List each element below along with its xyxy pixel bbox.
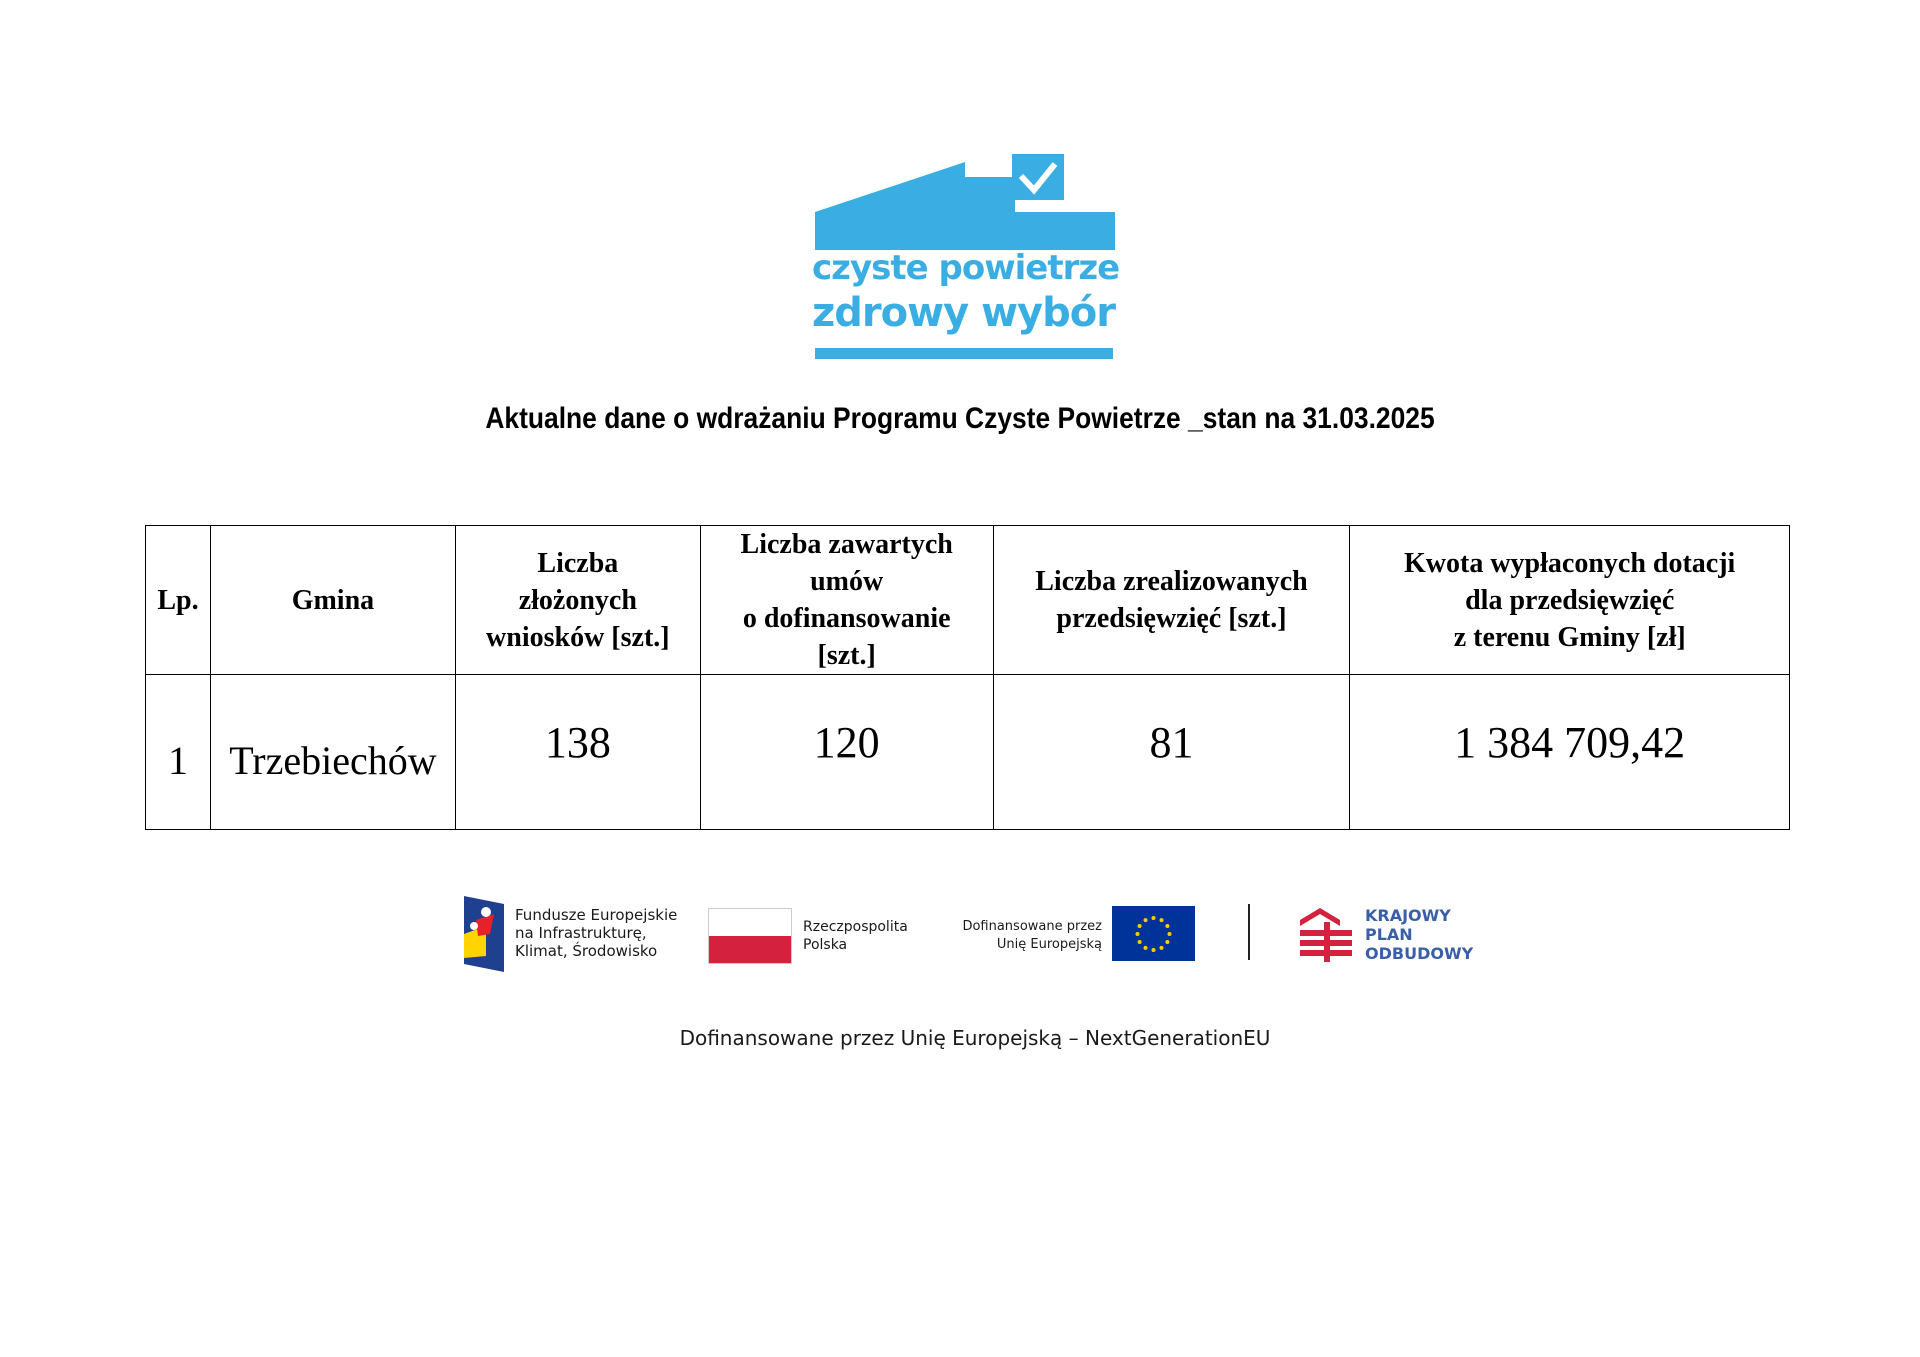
cell-wnioski: 138: [455, 675, 700, 830]
kpo-label: KRAJOWY PLAN ODBUDOWY: [1365, 906, 1474, 963]
checkbox-icon: [1012, 154, 1064, 200]
logo-line-1: czyste powietrze: [812, 248, 1120, 288]
eu-funding-label: Dofinansowane przez Unię Europejską: [962, 919, 1102, 952]
logo-underline: [815, 348, 1113, 359]
funding-logos: [460, 890, 1490, 1070]
header-lp: Lp.: [146, 526, 211, 675]
header-umowy: Liczba zawartych umów o dofinansowanie [szt.]: [700, 526, 993, 675]
krajowy-plan-odbudowy-icon: [1300, 906, 1358, 964]
table-row: [146, 675, 1790, 830]
nextgeneration-label: Dofinansowane przez Unię Europejską – NextGenerationEU: [679, 1026, 1271, 1050]
fundusze-europejskie-label: Fundusze Europejskie na Infrastrukturę, Klimat, Środowisko: [515, 906, 678, 960]
data-table: [145, 525, 1790, 830]
header-kwota: Kwota wypłaconych dotacji dla przedsięwzięć z terenu Gminy [zł]: [1350, 526, 1790, 675]
header-gmina: Gmina: [210, 526, 455, 675]
cell-umowy: 120: [700, 675, 993, 830]
eu-flag-icon: [1112, 906, 1195, 961]
page-title: Aktualne dane o wdrażaniu Programu Czyste Powietrze _stan na 31.03.2025: [485, 402, 1435, 435]
header-wnioski: Liczba złożonych wniosków [szt.]: [455, 526, 700, 675]
cell-lp: 1: [146, 675, 211, 830]
house-roof-icon: [815, 162, 1115, 250]
table-header-row: [146, 526, 1790, 675]
header-przedsiewziecia: Liczba zrealizowanych przedsięwzięć [szt.]: [993, 526, 1350, 675]
logo-line-2: zdrowy wybór: [812, 290, 1115, 336]
cell-kwota: 1 384 709,42: [1350, 675, 1790, 830]
cell-przedsiewziecia: 81: [993, 675, 1350, 830]
poland-flag-icon: [708, 908, 792, 964]
fundusze-europejskie-icon: [464, 896, 504, 972]
cell-gmina: Trzebiechów: [210, 675, 455, 830]
logo-divider: [1248, 904, 1250, 960]
rzeczpospolita-label: Rzeczpospolita Polska: [803, 919, 908, 953]
